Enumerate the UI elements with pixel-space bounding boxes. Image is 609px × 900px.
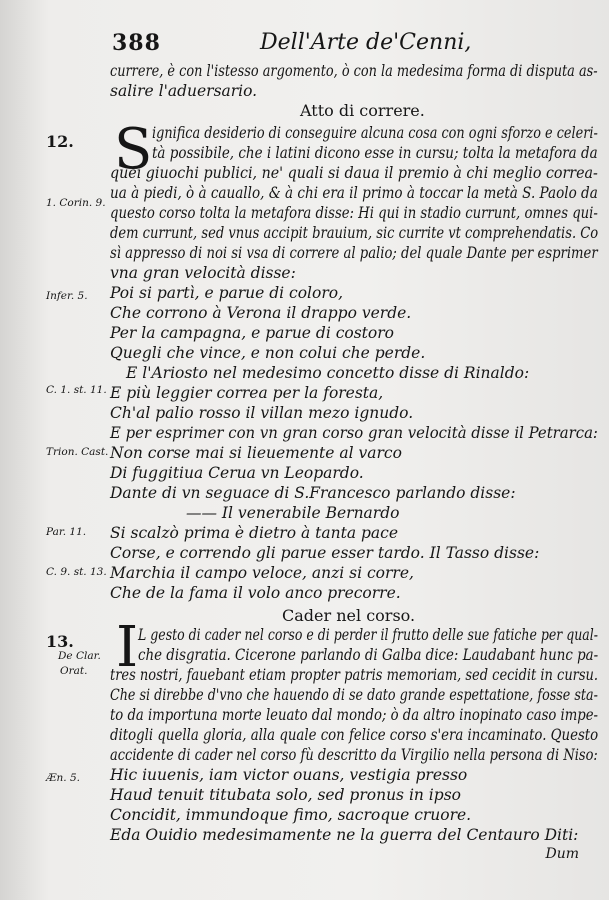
text-line: sì appresso di noi si vsa di correre al palio; del quale Dante per esprimer	[110, 244, 598, 262]
margin-note-inferno: Infer. 5.	[46, 290, 88, 302]
verse-line: Concidit, immundoque fimo, sacroque cruore.	[110, 806, 472, 824]
verse-line: Quegli che vince, e non colui che perde.	[110, 344, 426, 362]
verse-line: Si scalzò prima è dietro à tanta pace	[110, 524, 398, 542]
verse-line: Ch'al palio rosso il villan mezo ignudo.	[110, 404, 414, 422]
drop-cap-i: I	[116, 615, 139, 680]
text-line: dem currunt, sed vnus accipit brauium, sic currite vt comprehendatis. Co	[110, 224, 599, 242]
verse-line: Non corse mai si lieuemente al varco	[110, 444, 402, 462]
drop-cap-s: S	[114, 117, 153, 182]
text-line: Eda Ouidio medesimamente ne la guerra del Centauro Diti:	[110, 826, 579, 844]
text-line: E per esprimer con vn gran corso gran velocità disse il Petrarca:	[110, 424, 598, 442]
text-line: E l'Ariosto nel medesimo concetto disse di Rinaldo:	[126, 364, 530, 382]
section-number-13: 13.	[46, 632, 74, 651]
verse-line: Marchia il campo veloce, anzi si corre,	[110, 564, 414, 582]
page-header	[112, 30, 552, 58]
text-line: ignifica desiderio di conseguire alcuna cosa con ogni sforzo e celeri-	[152, 124, 598, 142]
section-number-12: 12.	[46, 132, 74, 151]
text-line: Dante di vn seguace di S.Francesco parlando disse:	[110, 484, 516, 502]
text-line: ditogli quella gloria, alla quale con felice corso s'era incaminato. Questo	[110, 726, 599, 744]
verse-line: Di fuggitiua Cerua vn Leopardo.	[110, 464, 364, 482]
page-number: 388	[112, 30, 161, 56]
margin-note-ariosto: C. 1. st. 11.	[46, 384, 107, 396]
text-line: tres nostri, fauebant etiam propter patris memoriam, sed cecidit in cursu.	[110, 666, 599, 684]
verse-line: Per la campagna, e parue di costoro	[110, 324, 394, 342]
margin-note-trionfi: Trion. Cast.	[46, 446, 109, 458]
text-line: che disgratia. Cicerone parlando di Galba dice: Laudabant hunc pa-	[138, 646, 599, 664]
verse-line: Che corrono à Verona il drappo verde.	[110, 304, 412, 322]
margin-note-corinthians: 1. Corin. 9.	[46, 197, 106, 209]
section-heading-atto-di-correre: Atto di correre.	[300, 101, 425, 120]
text-line: currere, è con l'istesso argomento, ò con la medesima forma di disputa as-	[110, 62, 598, 80]
section-heading-cader-nel-corso: Cader nel corso.	[282, 606, 416, 625]
verse-line: —— Il venerabile Bernardo	[186, 504, 400, 522]
verse-line: E più leggier correa per la foresta,	[110, 384, 384, 402]
text-line: questo corso tolta la metafora disse: Hi qui in stadio currunt, omnes qui-	[110, 204, 598, 222]
margin-note-tasso: C. 9. st. 13.	[46, 566, 107, 578]
verse-line: Hic iuuenis, iam victor ouans, vestigia presso	[110, 766, 468, 784]
text-line: salire l'aduersario.	[110, 82, 258, 100]
margin-note-aeneid: Æn. 5.	[46, 772, 80, 784]
catchword: Dum	[545, 846, 579, 862]
text-line: ua à piedi, ò à cauallo, & à chi era il primo à toccar la metà S. Paolo da	[110, 184, 598, 202]
margin-note-paradiso: Par. 11.	[46, 526, 87, 538]
verse-line: Poi si partì, e parue di coloro,	[110, 284, 343, 302]
verse-line: Haud tenuit titubata solo, sed pronus in ipso	[110, 786, 461, 804]
margin-note-orat: Orat.	[60, 665, 88, 677]
text-line: to da importuna morte leuato dal mondo; ò da altro inopinato caso impe-	[110, 706, 598, 724]
text-line: tà possibile, che i latini dicono esse in cursu; tolta la metafora da	[152, 144, 598, 162]
verse-line: Che de la fama il volo anco precorre.	[110, 584, 401, 602]
text-line: Che si direbbe d'vno che hauendo di se dato grande espettatione, fosse sta-	[110, 686, 598, 704]
text-line: L gesto di cader nel corso e di perder il frutto delle sue fatiche per qual-	[138, 626, 598, 644]
margin-note-de-clar: De Clar.	[58, 650, 101, 662]
running-title: Dell'Arte de'Cenni,	[260, 30, 472, 55]
text-line: quei giuochi publici, ne' quali si daua il premio à chi meglio correa-	[110, 164, 598, 182]
text-line: vna gran velocità disse:	[110, 264, 296, 282]
text-line: accidente di cader nel corso fù descritto da Virgilio nella persona di Niso:	[110, 746, 598, 764]
verse-line: Corse, e correndo gli parue esser tardo. Il Tasso disse:	[110, 544, 540, 562]
